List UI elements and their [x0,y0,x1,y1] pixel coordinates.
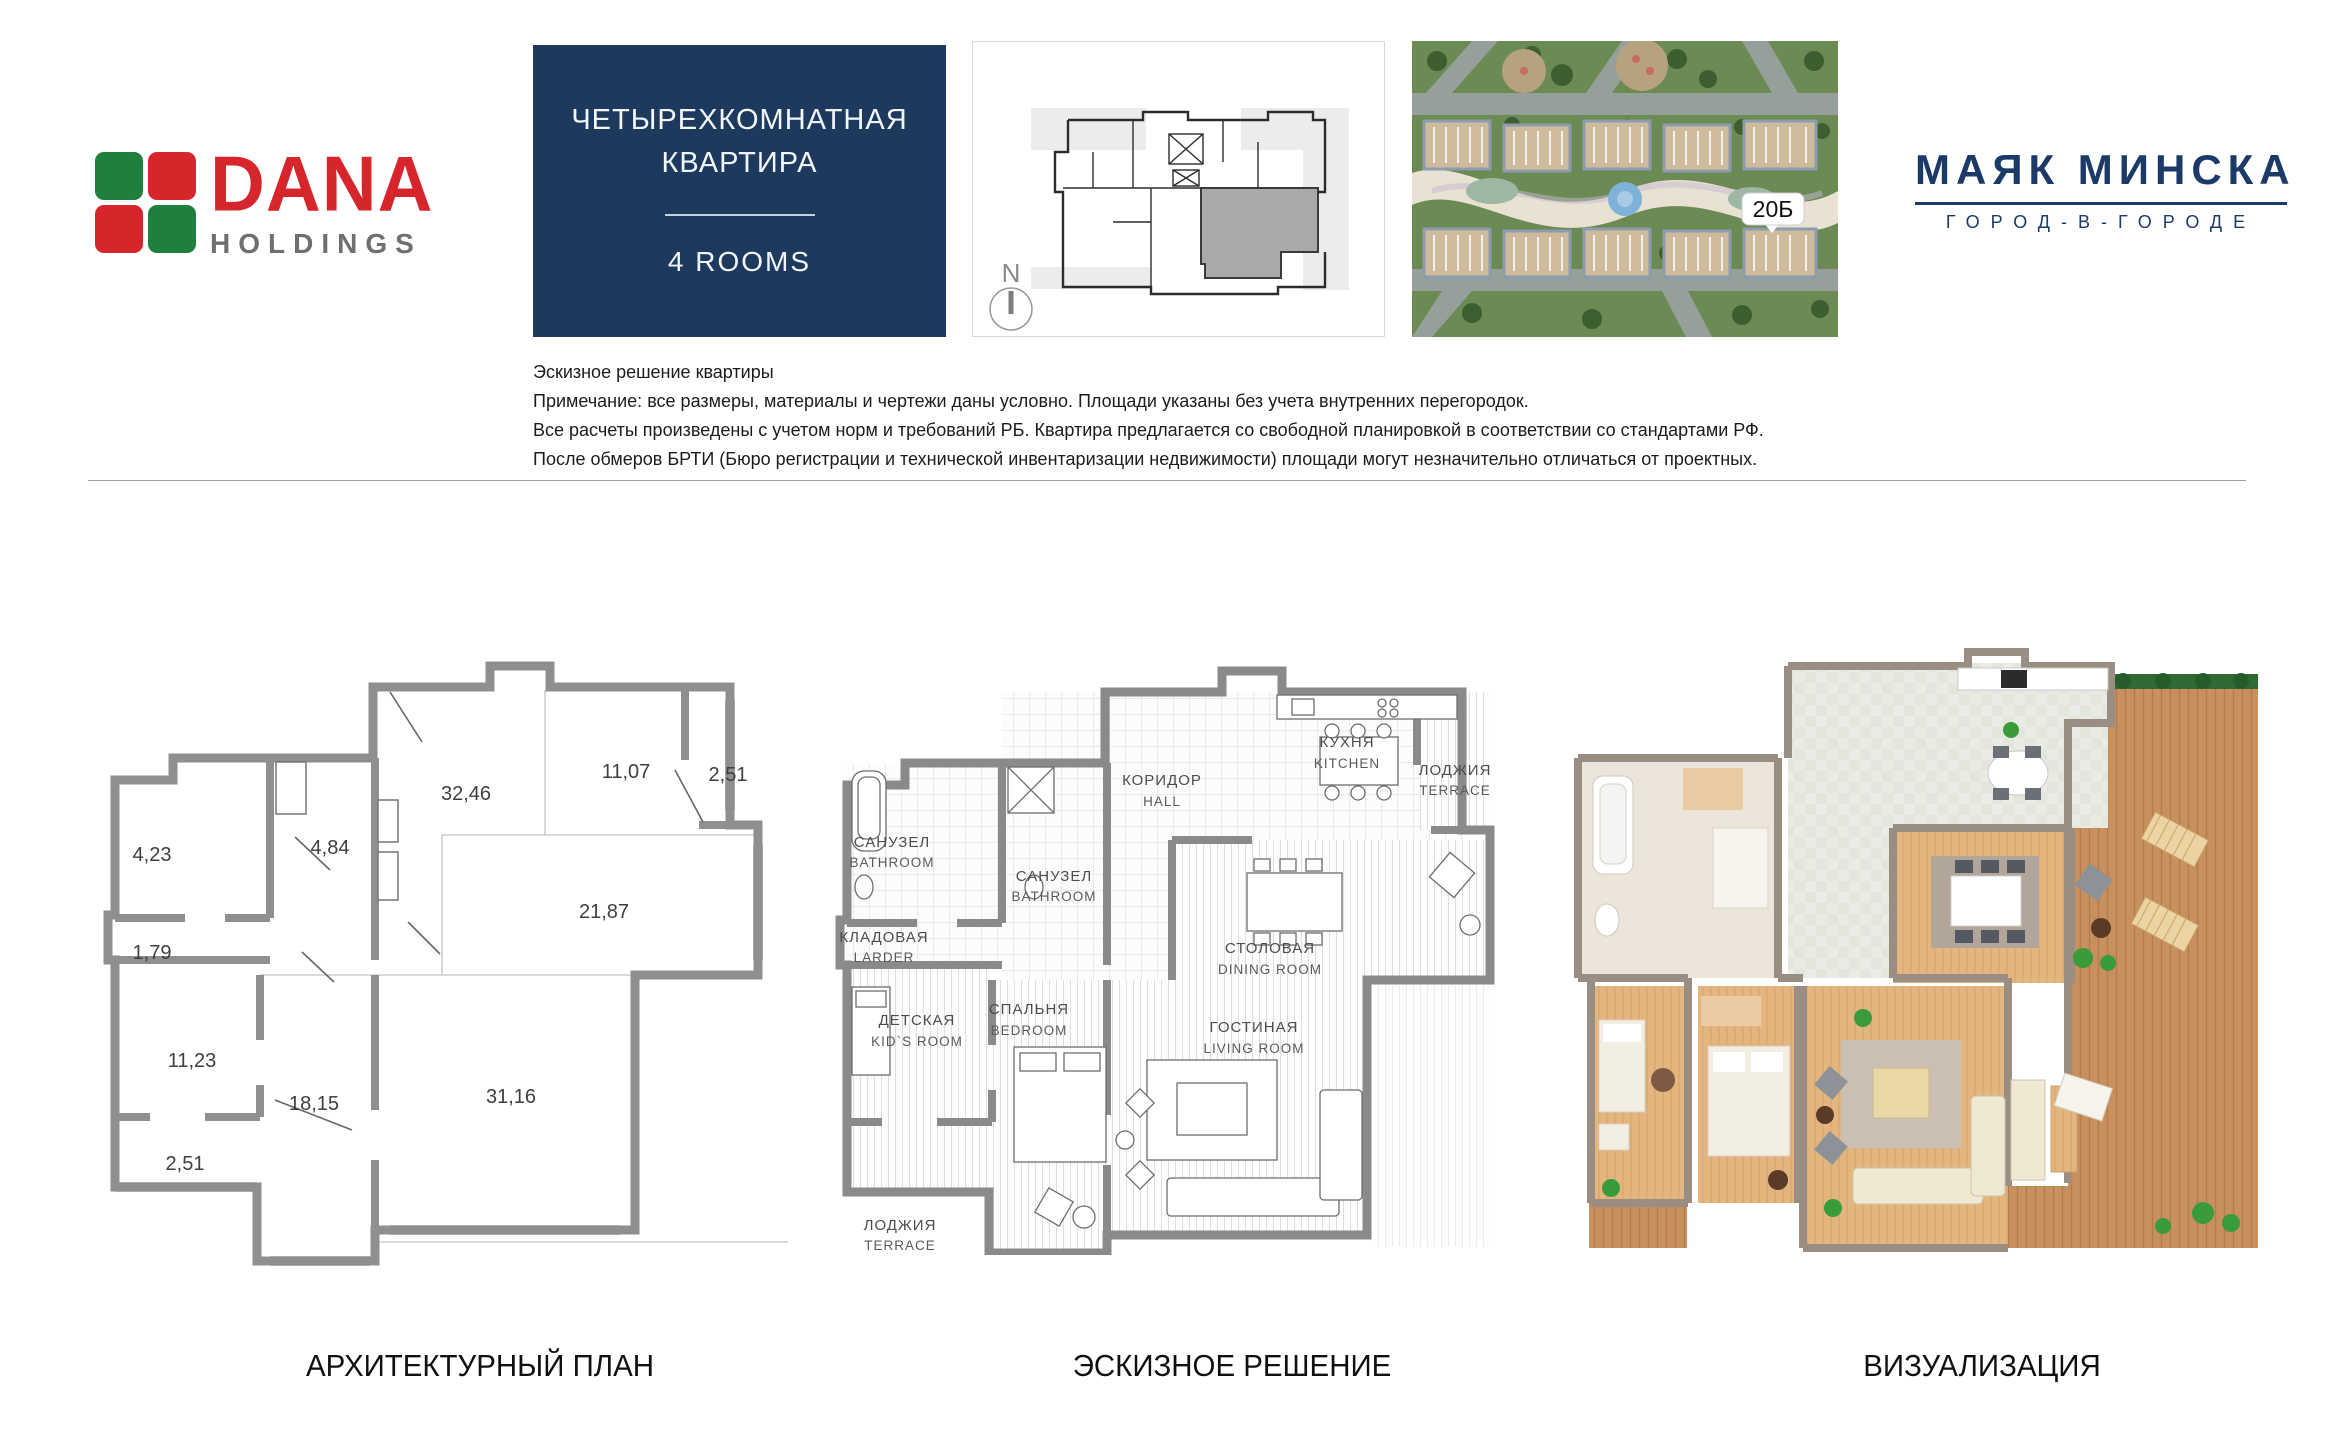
area-value: 32,46 [440,783,492,805]
room-ru: ЛОДЖИЯ [1418,762,1492,779]
mayak-minska-logo [1915,146,2296,233]
floorplate-drawing [973,42,1384,336]
note-line-1: Эскизное решение квартиры [533,362,774,382]
header-divider-line [88,480,2246,481]
room-en: HALL [1143,794,1181,809]
area-value: 18,15 [288,1093,340,1115]
note-line-3: Все расчеты произведены с учетом норм и требований РБ. Квартира предлагается со свободной планировкой в соответствии со стандартами РФ. [533,420,1764,440]
area-value: 4,23 [132,844,172,866]
dana-name: DANA [210,140,434,228]
note-line-4: После обмеров БРТИ (Бюро регистрации и технической инвентаризации недвижимости) площади могут незначительно отличаться от проектных. [533,449,1758,469]
note-line-2: Примечание: все размеры, материалы и чертежи даны условно. Площади указаны без учета внутренних перегородок. [533,391,1529,411]
room-en: TERRACE [1419,783,1491,798]
dana-squares-icon [95,152,196,253]
room-ru: КЛАДОВАЯ [839,929,929,946]
room-ru: ЛОДЖИЯ [863,1217,937,1234]
area-value: 21,87 [578,901,630,923]
svg-text:20Б: 20Б [1752,196,1794,222]
room-en: KITCHEN [1313,756,1381,771]
room-ru: КУХНЯ [1319,734,1375,751]
masterplan-drawing [1412,41,1838,337]
area-value: 4,84 [310,837,350,859]
apartment-title-ru-line2: КВАРТИРА [661,147,818,179]
area-value: 11,07 [601,761,651,783]
room-en: BATHROOM [849,855,935,870]
dana-holdings-logo [95,140,465,259]
title-divider [665,214,815,216]
room-ru: КОРИДОР [1122,772,1202,789]
room-ru: ГОСТИНАЯ [1209,1019,1299,1036]
area-value: 1,79 [132,942,172,964]
room-ru: СТОЛОВАЯ [1224,940,1316,957]
room-en: DINING ROOM [1218,962,1322,977]
room-en: LIVING ROOM [1203,1041,1305,1056]
compass-n-label: N [1001,258,1021,288]
apartment-title-ru-line1: ЧЕТЫРЕХКОМНАТНАЯ [571,104,908,136]
area-value: 11,23 [167,1050,217,1072]
area-value: 2,51 [165,1153,205,1175]
room-en: BEDROOM [990,1023,1068,1038]
disclaimer-notes [533,358,1873,474]
apartment-title-en: 4 ROOMS [667,246,812,277]
sketch-plan [822,635,1512,1255]
project-name: МАЯК МИНСКА [1915,146,2287,205]
room-ru: САНУЗЕЛ [1015,868,1093,885]
visualization-render [1563,628,2273,1255]
area-value: 31,16 [485,1086,537,1108]
room-en: TERRACE [864,1238,936,1253]
room-ru: САНУЗЕЛ [853,834,931,851]
room-ru: СПАЛЬНЯ [988,1001,1070,1018]
project-tagline: ГОРОД-В-ГОРОДЕ [1945,212,2257,232]
caption-architectural-plan: АРХИТЕКТУРНЫЙ ПЛАН [306,1348,654,1383]
dana-holdings-label: HOLDINGS [210,227,422,259]
area-labels [133,761,748,1175]
floorplate-thumbnail [972,41,1385,337]
architectural-plan [90,630,790,1290]
area-value: 2,51 [708,764,748,786]
room-en: LARDER [853,950,915,965]
room-en: BATHROOM [1011,889,1097,904]
room-ru: ДЕТСКАЯ [878,1012,956,1029]
room-en: KID`S ROOM [871,1034,963,1049]
caption-sketch-solution: ЭСКИЗНОЕ РЕШЕНИЕ [1072,1348,1392,1383]
masterplan-aerial-view [1412,41,1838,337]
caption-visualization: ВИЗУАЛИЗАЦИЯ [1863,1348,2101,1383]
apartment-title-box [533,45,946,337]
